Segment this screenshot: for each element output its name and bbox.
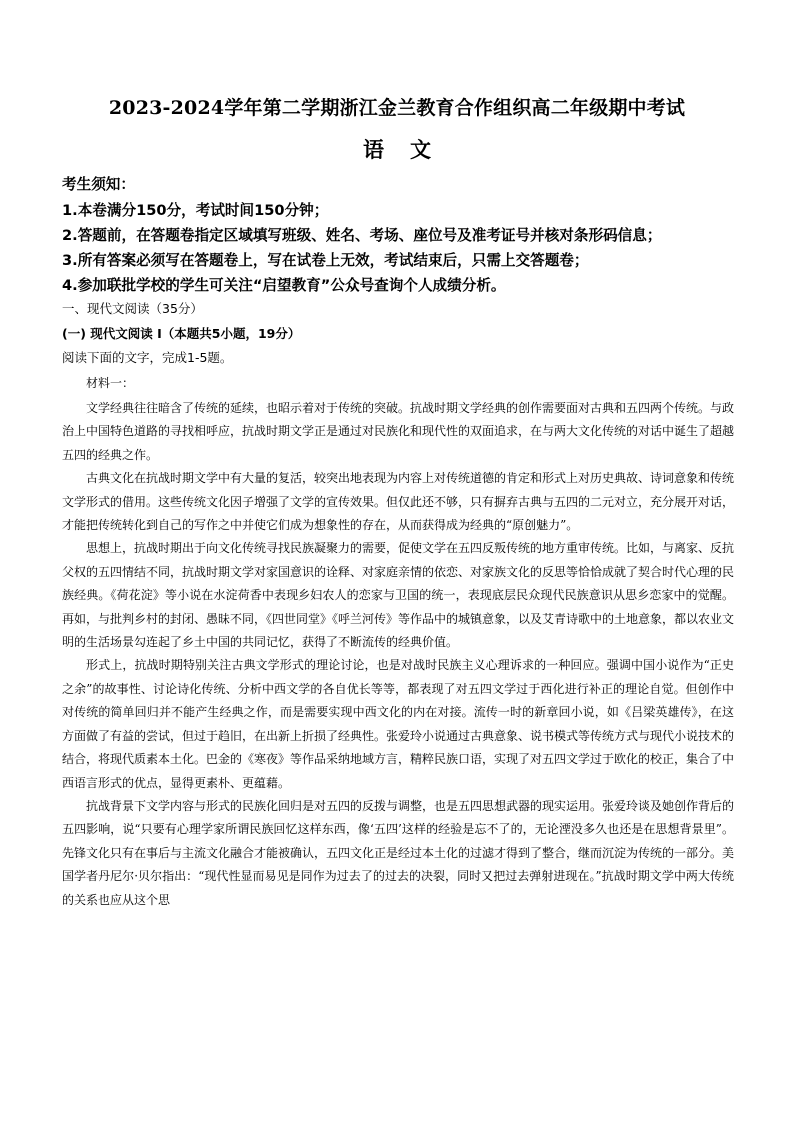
reading-passage	[62, 397, 734, 912]
section-heading: 一、现代文阅读（35分）	[62, 301, 203, 316]
notice-heading: 考生须知：	[62, 176, 135, 193]
passage-paragraph-3: 思想上，抗战时期出于向文化传统寻找民族凝聚力的需要，促使文学在五四反叛传统的地方重审传统。比如，与离家、反抗父权的五四情结不同，抗战时期文学对家国意识的诠释、对家庭亲情的依恋、对家族文化的反思等恰恰成就了契合时代心理的民族经典。《荷花淀》等小说在水淀荷香中表现乡妇农人的恋家与卫国的统一，表现底层民众现代民族意识从思乡恋家中的觉醒。再如，与批判乡村的封闭、愚昧不同，《四世同堂》《呼兰河传》等作品中的城镇意象，以及艾青诗歌中的土地意象，都以农业文明的生活场景勾连起了乡土中国的共同记忆，获得了不断流传的经典价值。	[62, 541, 735, 650]
section-instruction: 阅读下面的文字，完成1-5题。	[62, 350, 233, 365]
notice-item-2: 2.答题前，在答题卷指定区域填写班级、姓名、考场、座位号及准考证号并核对条形码信息；	[62, 227, 662, 244]
subject-title: 语文	[363, 137, 457, 162]
material-label: 材料一：	[86, 376, 135, 390]
notice-item-4: 4.参加联批学校的学生可关注“启望教育”公众号查询个人成绩分析。	[62, 277, 506, 294]
passage-paragraph-5: 抗战背景下文学内容与形式的民族化回归是对五四的反拨与调整，也是五四思想武器的现实运用。张爱玲谈及她创作背后的五四影响，说“只要有心理学家所谓民族回忆这样东西，像‘五四’这样的经验是忘不了的，无论湮没多久也还是在思想背景里”。先锋文化只有在事后与主流文化融合才能被确认，五四文化正是经过本土化的过滤才得到了整合，继而沉淀为传统的一部分。美国学者丹尼尔·贝尔指出：“现代性显而易见是同作为过去了的过去的决裂，同时又把过去弹射进现在。”抗战时期文学中两大传统的关系也应从这个思	[62, 798, 735, 907]
passage-paragraph-4: 形式上，抗战时期特别关注古典文学形式的理论讨论，也是对战时民族主义心理诉求的一种回应。强调中国小说作为“正史之余”的故事性、讨论诗化传统、分析中西文学的各自优长等等，都表现了对五四文学过于西化进行补正的理论自觉。但创作中对传统的简单回归并不能产生经典之作，而是需要实现中西文化的内在对接。流传一时的新章回小说，如《吕梁英雄传》，在这方面做了有益的尝试，但过于趋旧，在出新上折损了经典性。张爱玲小说通过古典意象、说书模式等传统方式与现代小说技术的结合，将现代质素本土化。巴金的《寒夜》等作品采纳地域方言，精粹民族口语，实现了对五四文学过于欧化的校正，集合了中西语言形式的优点，显得更素朴、更蕴藉。	[62, 658, 735, 790]
section-subheading: (一) 现代文阅读 I（本题共5小题，19分）	[62, 326, 301, 341]
passage-paragraph-2: 古典文化在抗战时期文学中有大量的复活，较突出地表现为内容上对传统道德的肯定和形式上对历史典故、诗词意象和传统文学形式的借用。这些传统文化因子增强了文学的宣传效果。但仅此还不够，只有摒弃古典与五四的二元对立，充分展开对话，才能把传统转化到自己的写作之中并使它们成为想象性的存在，从而获得成为经典的“原创魅力”。	[62, 471, 735, 533]
notice-item-3: 3.所有答案必须写在答题卷上，写在试卷上无效，考试结束后，只需上交答题卷；	[62, 252, 589, 269]
notice-item-1: 1.本卷满分150分，考试时间150分钟；	[62, 202, 329, 219]
passage-paragraph-1: 文学经典往往暗含了传统的延续，也昭示着对于传统的突破。抗战时期文学经典的创作需要面对古典和五四两个传统。与政治上中国特色道路的寻找相呼应，抗战时期文学正是通过对民族化和现代性的双面追求，在与两大文化传统的对话中诞生了超越五四的经典之作。	[62, 401, 735, 462]
exam-title: 2023-2024学年第二学期浙江金兰教育合作组织高二年级期中考试	[108, 97, 686, 119]
